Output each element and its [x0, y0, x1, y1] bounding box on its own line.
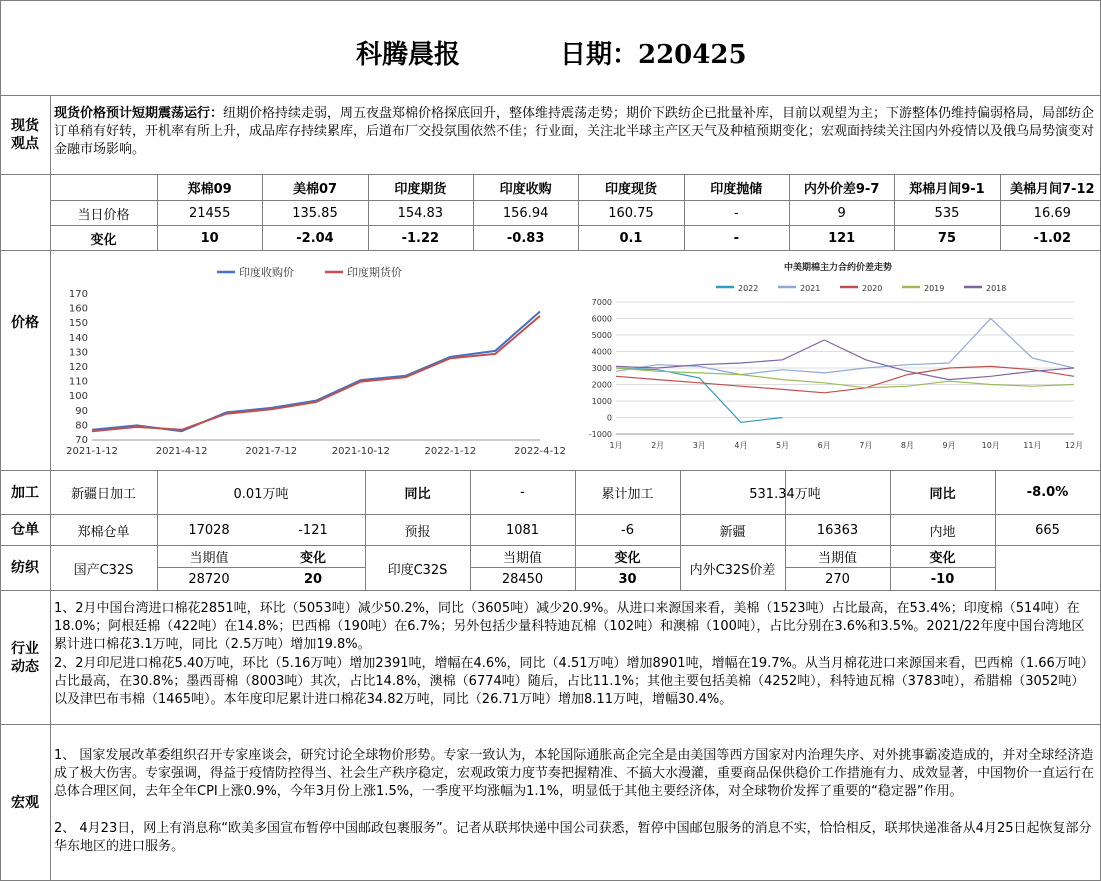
- y-tick-label: 100: [68, 391, 88, 403]
- x-tick-label: 2月: [651, 441, 665, 450]
- processing-label-1: 新疆日加工: [70, 487, 136, 502]
- chart-title: 中美期棉主力合约价差走势: [783, 263, 893, 273]
- price-header: 郑棉月间9-1: [909, 182, 985, 197]
- x-tick-label: 8月: [900, 441, 915, 450]
- x-tick-label: 2022-4-12: [514, 446, 566, 457]
- warehouse-value-2: -121: [298, 522, 328, 538]
- warehouse-value-5: 16363: [816, 522, 859, 538]
- price-change: -: [733, 230, 739, 246]
- price-value: 535: [934, 205, 960, 221]
- textile-india-cur-label: 当期值: [502, 551, 542, 566]
- label-macro: 宏观: [11, 794, 39, 811]
- x-tick-label: 12月: [1064, 441, 1084, 450]
- macro-para-1: 1、 国家发展改革委组织召开专家座谈会，研究讨论全球物价形势。专家一致认为，本轮国际通胀高企完全是由美国等西方国家对内治理失序、对外挑事霸凌造成的，并对全球经济造成了极大伤害。专家强调，得益于疫情防控得当、社会生产秩序稳定，宏观政策力度节奏把握精准、不搞大水漫灌，重要商品保供稳价工作措施有力、成效显著，中国物价一直运行在总体合理区间，去年全年CPI上涨0.9%，今年3月份上涨1.5%，一季度平均涨幅为1.1%，明显低于其他主要经济体，对全球物价发挥了重要的“稳定器”作用。: [54, 748, 1095, 799]
- processing-value-4: -8.0%: [1026, 485, 1069, 500]
- legend-label: 印度期货价: [347, 266, 402, 279]
- price-value: 160.75: [608, 205, 654, 221]
- price-change: -1.02: [1033, 230, 1072, 246]
- x-tick-label: 2021-7-12: [245, 446, 298, 457]
- warehouse-label-5: 新疆: [719, 524, 746, 540]
- price-header: 印度现货: [604, 182, 657, 197]
- y-tick-label: 3000: [591, 364, 612, 373]
- spread-chart: [588, 252, 1096, 468]
- textile-india-label: 印度C32S: [387, 562, 448, 578]
- y-tick-label: 2000: [591, 380, 612, 390]
- y-tick-label: 80: [75, 420, 88, 432]
- y-tick-label: 70: [75, 435, 88, 446]
- warehouse-value-6: 665: [1035, 522, 1060, 538]
- price-value: -: [733, 205, 739, 221]
- price-value: 9: [837, 205, 846, 221]
- price-value: 16.69: [1033, 205, 1071, 221]
- industry-para-1: 1、2月中国台湾进口棉花2851吨，环比（5053吨）减少50.2%，同比（3605吨）减少20.9%。从进口来源国来看，美棉（1523吨）占比最高，在53.4%；印度棉（514吨）在18.0%；阿根廷棉（422吨）在14.8%；巴西棉（190吨）在6.7%；另外包括少量科特迪瓦棉（102吨）和澳棉（100吨），占比分别在3.6%和3.5%。2021/22年度中国台湾地区累计进口棉花3.1万吨，同比（2.5万吨）增加19.8%。: [54, 601, 1085, 652]
- price-value: 21455: [188, 205, 231, 221]
- y-tick-label: 0: [606, 413, 612, 423]
- legend-label: 2018: [986, 284, 1007, 293]
- legend-label: 印度收购价: [239, 266, 294, 279]
- price-header: 印度抛储: [710, 182, 763, 197]
- price-change: 75: [937, 230, 956, 246]
- price-header: 美棉07: [292, 182, 338, 197]
- x-tick-label: 2021-10-12: [331, 446, 390, 457]
- label-warehouse: 仓单: [11, 522, 39, 538]
- y-tick-label: -1000: [588, 430, 612, 439]
- macro-para-2: 2、 4月23日，网上有消息称“欧美多国宣布暂停中国邮政包裹服务”。记者从联邦快递中国公司获悉，暂停中国邮包服务的消息不实，恰恰相反，联邦快递准备从4月25日起恢复部分华东地区的进口服务。: [54, 821, 1092, 854]
- price-header: 印度期货: [394, 182, 447, 197]
- textile-india-change: 30: [618, 571, 637, 587]
- industry-para-2: 2、2月印尼进口棉花5.40万吨，环比（5.16万吨）增加2391吨，增幅在4.6%，同比（4.51万吨）增加8901吨，增幅在19.7%。从当月棉花进口来源国来看，巴西棉（1.66万吨）占比最高，在30.8%；墨西哥棉（8003吨）其次，占比14.8%，澳棉（6774吨）随后，占比11.1%；其他主要包括美棉（4252吨），科特迪瓦棉（3783吨），希腊棉（3052吨）以及津巴布韦棉（1465吨）。本年度印尼累计进口棉花34.82万吨，同比（26.71万吨）增加8.11万吨，增幅30.4%。: [54, 656, 1094, 707]
- x-tick-label: 9月: [942, 441, 956, 450]
- y-tick-label: 130: [68, 347, 88, 359]
- legend-label: 2021: [800, 284, 821, 293]
- textile-spread-label: 内外C32S价差: [689, 562, 776, 578]
- price-change: -1.22: [401, 230, 440, 246]
- label-price: 价格: [11, 314, 39, 331]
- x-tick-label: 2022-1-12: [424, 446, 477, 457]
- x-tick-label: 3月: [692, 441, 706, 450]
- textile-spread-cur-label: 当期值: [817, 551, 857, 566]
- x-tick-label: 5月: [775, 441, 790, 450]
- price-change: 121: [828, 230, 856, 246]
- y-tick-label: 6000: [591, 314, 612, 324]
- price-header: 印度收购: [499, 182, 552, 197]
- warehouse-value-4: -6: [621, 522, 634, 538]
- legend-label: 2020: [862, 284, 883, 293]
- price-change: 10: [200, 230, 219, 246]
- price-change: 0.1: [619, 230, 643, 246]
- y-tick-label: 150: [68, 318, 88, 330]
- price-change: -0.83: [506, 230, 545, 246]
- report-title: 科腾晨报: [356, 40, 461, 70]
- processing-value-3: 531.34万吨: [749, 487, 821, 502]
- row-label-price: 当日价格: [77, 207, 130, 223]
- report-date: 日期：220425: [560, 40, 747, 70]
- series-line-印度期货价: [92, 316, 540, 431]
- row-label-change: 变化: [90, 232, 117, 248]
- x-tick-label: 2021-4-12: [155, 446, 208, 457]
- label-processing: 加工: [11, 484, 39, 501]
- x-tick-label: 1月: [609, 441, 623, 450]
- spot-headline: 现货价格预计短期震荡运行：: [54, 106, 224, 121]
- series-line-2018: [616, 340, 1074, 380]
- y-tick-label: 140: [68, 332, 88, 344]
- warehouse-label-1: 郑棉仓单: [77, 524, 130, 540]
- price-header: 郑棉09: [187, 182, 232, 197]
- spot-text: 纽期价格持续走弱，周五夜盘郑棉价格探底回升，整体维持震荡走势；期价下跌纺企已批量补库，目前以观望为主；下游整体仍维持偏弱格局，局部纺企订单稍有好转，开机率有所上升，成品库存持续累库，后道布厂交投氛围依然不佳；行业面，关注北半球主产区天气及种植预期变化；宏观面持续关注国内外疫情以及俄乌局势演变对金融市场影响。: [54, 106, 1095, 157]
- y-tick-label: 7000: [591, 298, 612, 307]
- processing-value-1: 0.01万吨: [233, 487, 289, 502]
- y-tick-label: 5000: [591, 331, 612, 340]
- y-tick-label: 4000: [591, 347, 612, 357]
- spot-view: [54, 105, 1096, 159]
- textile-domestic-value: 28720: [188, 571, 230, 587]
- x-tick-label: 4月: [734, 441, 748, 450]
- textile-domestic-chg-label: 变化: [299, 551, 326, 566]
- legend-label: 2022: [738, 284, 759, 293]
- warehouse-label-6: 内地: [929, 524, 956, 540]
- y-tick-label: 110: [68, 376, 88, 388]
- series-line-印度收购价: [92, 312, 540, 432]
- price-header: 美棉月间7-12: [1010, 182, 1095, 197]
- x-tick-label: 2021-1-12: [66, 446, 118, 457]
- processing-label-2: 同比: [404, 487, 431, 502]
- textile-spread-change: -10: [930, 571, 955, 587]
- x-tick-label: 6月: [817, 441, 831, 450]
- textile-spread-chg-label: 变化: [929, 551, 956, 566]
- label-spot: 现货 观点: [11, 118, 39, 152]
- y-tick-label: 90: [75, 405, 88, 417]
- processing-label-4: 同比: [929, 487, 956, 502]
- processing-value-2: -: [520, 485, 525, 500]
- warehouse-value-1: 17028: [188, 522, 230, 538]
- india-price-chart: [52, 252, 582, 468]
- y-tick-label: 170: [68, 289, 88, 300]
- price-change: -2.04: [296, 230, 334, 246]
- warehouse-label-3: 预报: [404, 524, 431, 540]
- textile-spread-value: 270: [825, 571, 850, 587]
- warehouse-value-3: 1081: [505, 522, 540, 538]
- x-tick-label: 10月: [981, 441, 1000, 450]
- y-tick-label: 160: [68, 303, 88, 315]
- x-tick-label: 11月: [1023, 441, 1042, 450]
- textile-india-chg-label: 变化: [614, 551, 641, 566]
- price-value: 135.85: [292, 205, 338, 221]
- textile-domestic-cur-label: 当期值: [189, 551, 229, 566]
- label-textile: 纺织: [11, 560, 39, 576]
- legend-label: 2019: [924, 284, 945, 293]
- x-tick-label: 7月: [859, 441, 873, 450]
- label-industry: 行业 动态: [11, 640, 39, 675]
- processing-label-3: 累计加工: [601, 487, 654, 502]
- textile-domestic-label: 国产C32S: [73, 562, 134, 578]
- textile-domestic-change: 20: [303, 571, 323, 587]
- y-tick-label: 120: [68, 362, 88, 373]
- price-value: 154.83: [397, 205, 444, 221]
- price-header: 内外价差9-7: [803, 182, 880, 197]
- price-value: 156.94: [502, 205, 549, 221]
- textile-india-value: 28450: [501, 571, 544, 587]
- y-tick-label: 1000: [591, 397, 612, 406]
